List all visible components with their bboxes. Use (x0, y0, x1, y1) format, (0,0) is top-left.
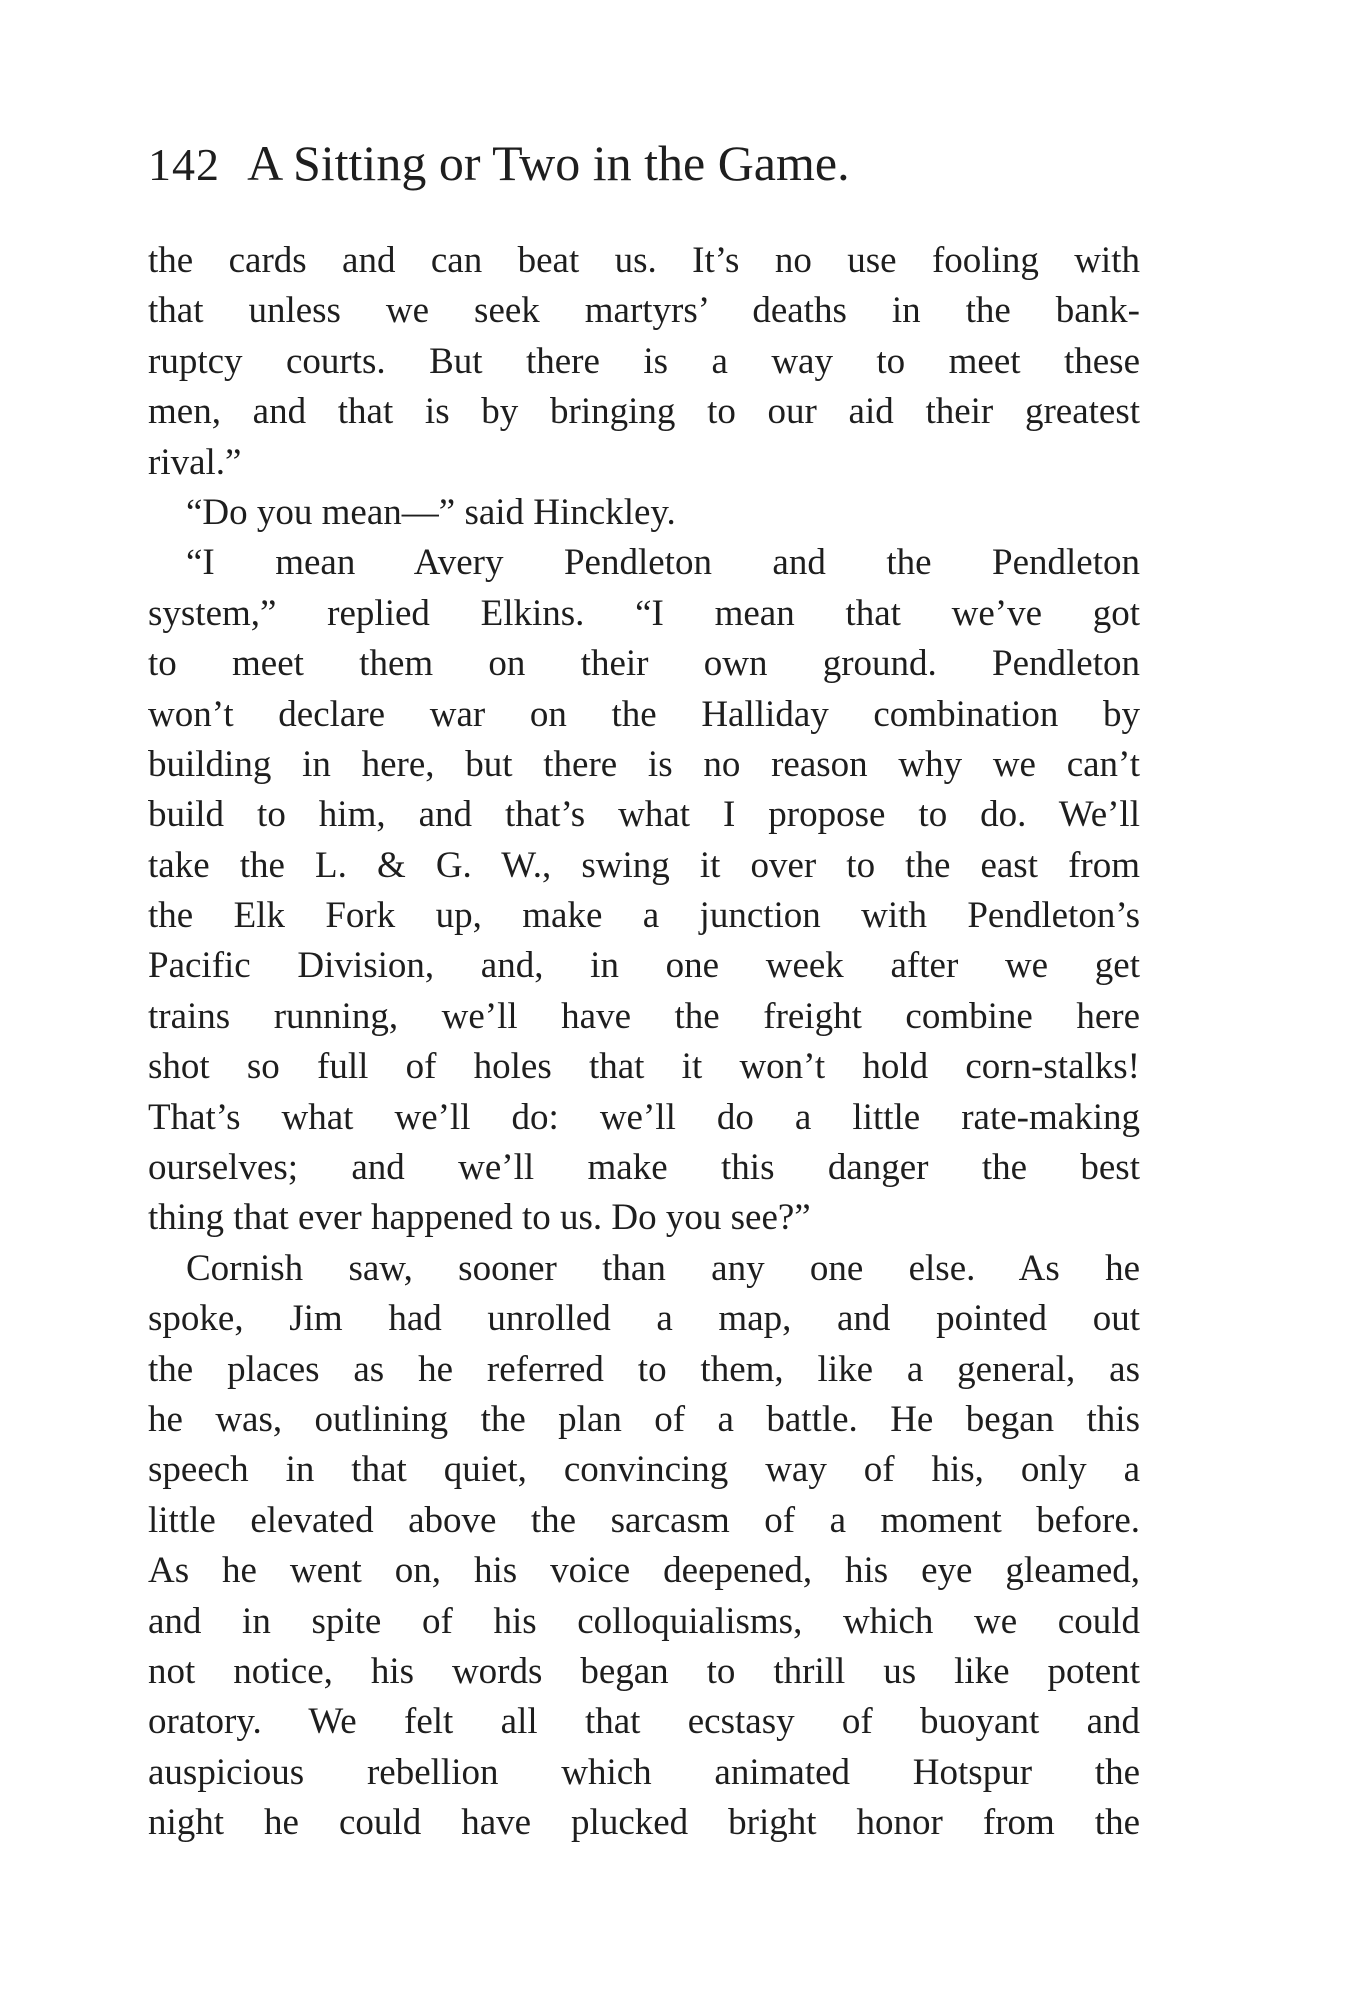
text-line: trains running, we’ll have the freight combine here (148, 995, 1140, 1037)
text-line: system,” replied Elkins. “I mean that we’ve got (148, 592, 1140, 634)
text-line: “I mean Avery Pendleton and the Pendleton (186, 542, 1140, 584)
text-line: to meet them on their own ground. Pendleton (148, 643, 1140, 685)
text-line: building in here, but there is no reason why we can’t (148, 743, 1140, 785)
text-line: take the L. & G. W., swing it over to the east from (148, 844, 1140, 886)
running-title: A Sitting or Two in the Game. (247, 135, 850, 191)
text-line: ourselves; and we’ll make this danger the best (148, 1147, 1140, 1189)
running-head (148, 134, 1028, 194)
text-line: little elevated above the sarcasm of a moment before. (148, 1499, 1140, 1541)
text-line: rival.” (148, 441, 242, 483)
body-text (148, 236, 1140, 1849)
text-line: auspicious rebellion which animated Hotspur the (148, 1751, 1140, 1793)
text-line: that unless we seek martyrs’ deaths in the bank- (148, 290, 1140, 332)
text-line: spoke, Jim had unrolled a map, and pointed out (148, 1298, 1140, 1340)
text-line: the cards and can beat us. It’s no use fooling with (148, 240, 1140, 281)
page-number: 142 (148, 139, 220, 190)
text-line: shot so full of holes that it won’t hold corn-stalks! (148, 1046, 1140, 1088)
text-line: build to him, and that’s what I propose to do. We’ll (148, 794, 1140, 836)
text-line: oratory. We felt all that ecstasy of buoyant and (148, 1701, 1140, 1743)
text-line: thing that ever happened to us. Do you see?” (148, 1197, 811, 1239)
text-line: Cornish saw, sooner than any one else. As he (186, 1247, 1140, 1289)
text-line: men, and that is by bringing to our aid their greatest (148, 391, 1140, 433)
text-line: As he went on, his voice deepened, his eye gleamed, (148, 1550, 1140, 1592)
text-line: speech in that quiet, convincing way of his, only a (148, 1449, 1140, 1491)
text-line: night he could have plucked bright honor from the (148, 1802, 1140, 1844)
text-line: “Do you mean—” said Hinckley. (186, 491, 676, 533)
text-line: he was, outlining the plan of a battle. He began this (148, 1398, 1140, 1440)
text-line: ruptcy courts. But there is a way to meet these (148, 340, 1140, 382)
text-line: That’s what we’ll do: we’ll do a little rate-making (148, 1096, 1140, 1138)
text-line: not notice, his words began to thrill us like potent (148, 1650, 1140, 1692)
text-line: Pacific Division, and, in one week after we get (148, 945, 1140, 987)
text-line: the Elk Fork up, make a junction with Pendleton’s (148, 895, 1140, 937)
text-line: the places as he referred to them, like a general, as (148, 1348, 1140, 1390)
text-line: and in spite of his colloquialisms, which we could (148, 1600, 1140, 1642)
text-line: won’t declare war on the Halliday combination by (148, 693, 1140, 735)
